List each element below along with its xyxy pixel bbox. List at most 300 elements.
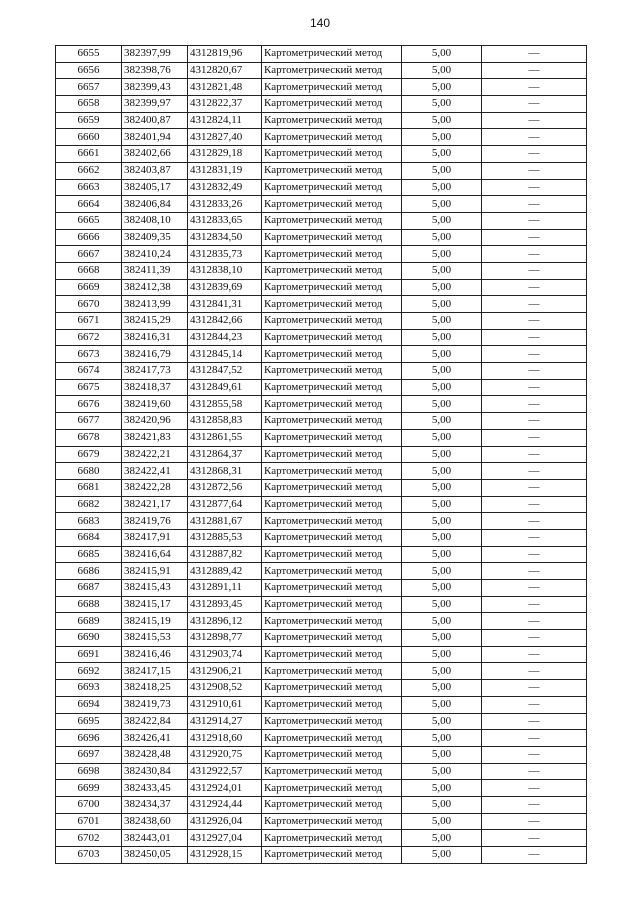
- point-number-cell: 6696: [56, 730, 122, 747]
- x-coordinate-cell: 382415,53: [122, 630, 188, 647]
- y-coordinate-cell: 4312928,15: [188, 847, 262, 864]
- method-cell: Картометрический метод: [262, 796, 402, 813]
- method-cell: Картометрический метод: [262, 79, 402, 96]
- method-cell: Картометрический метод: [262, 379, 402, 396]
- accuracy-cell: 5,00: [402, 62, 482, 79]
- y-coordinate-cell: 4312908,52: [188, 680, 262, 697]
- method-cell: Картометрический метод: [262, 246, 402, 263]
- method-cell: Картометрический метод: [262, 630, 402, 647]
- table-row: [56, 429, 587, 446]
- table-row: [56, 446, 587, 463]
- point-number-cell: 6663: [56, 179, 122, 196]
- method-cell: Картометрический метод: [262, 596, 402, 613]
- method-cell: Картометрический метод: [262, 262, 402, 279]
- description-cell: —: [482, 813, 587, 830]
- method-cell: Картометрический метод: [262, 479, 402, 496]
- table-row: [56, 79, 587, 96]
- x-coordinate-cell: 382434,37: [122, 796, 188, 813]
- x-coordinate-cell: 382411,39: [122, 262, 188, 279]
- method-cell: Картометрический метод: [262, 730, 402, 747]
- description-cell: —: [482, 646, 587, 663]
- method-cell: Картометрический метод: [262, 429, 402, 446]
- description-cell: —: [482, 46, 587, 63]
- accuracy-cell: 5,00: [402, 830, 482, 847]
- table-row: [56, 796, 587, 813]
- table-row: [56, 162, 587, 179]
- method-cell: Картометрический метод: [262, 813, 402, 830]
- x-coordinate-cell: 382416,46: [122, 646, 188, 663]
- method-cell: Картометрический метод: [262, 563, 402, 580]
- point-number-cell: 6664: [56, 196, 122, 213]
- y-coordinate-cell: 4312924,44: [188, 796, 262, 813]
- table-row: [56, 696, 587, 713]
- y-coordinate-cell: 4312835,73: [188, 246, 262, 263]
- x-coordinate-cell: 382401,94: [122, 129, 188, 146]
- accuracy-cell: 5,00: [402, 446, 482, 463]
- accuracy-cell: 5,00: [402, 313, 482, 330]
- point-number-cell: 6665: [56, 212, 122, 229]
- point-number-cell: 6685: [56, 546, 122, 563]
- y-coordinate-cell: 4312822,37: [188, 96, 262, 113]
- table-row: [56, 663, 587, 680]
- point-number-cell: 6699: [56, 780, 122, 797]
- description-cell: —: [482, 413, 587, 430]
- description-cell: —: [482, 830, 587, 847]
- accuracy-cell: 5,00: [402, 680, 482, 697]
- description-cell: —: [482, 379, 587, 396]
- y-coordinate-cell: 4312927,04: [188, 830, 262, 847]
- x-coordinate-cell: 382418,37: [122, 379, 188, 396]
- method-cell: Картометрический метод: [262, 763, 402, 780]
- y-coordinate-cell: 4312881,67: [188, 513, 262, 530]
- x-coordinate-cell: 382438,60: [122, 813, 188, 830]
- description-cell: —: [482, 746, 587, 763]
- accuracy-cell: 5,00: [402, 796, 482, 813]
- table-row: [56, 830, 587, 847]
- table-row: [56, 847, 587, 864]
- description-cell: —: [482, 246, 587, 263]
- point-number-cell: 6667: [56, 246, 122, 263]
- table-row: [56, 529, 587, 546]
- point-number-cell: 6655: [56, 46, 122, 63]
- x-coordinate-cell: 382413,99: [122, 296, 188, 313]
- y-coordinate-cell: 4312839,69: [188, 279, 262, 296]
- y-coordinate-cell: 4312824,11: [188, 112, 262, 129]
- table-row: [56, 730, 587, 747]
- accuracy-cell: 5,00: [402, 379, 482, 396]
- point-number-cell: 6674: [56, 363, 122, 380]
- y-coordinate-cell: 4312872,56: [188, 479, 262, 496]
- y-coordinate-cell: 4312855,58: [188, 396, 262, 413]
- table-row: [56, 262, 587, 279]
- point-number-cell: 6662: [56, 162, 122, 179]
- method-cell: Картометрический метод: [262, 847, 402, 864]
- description-cell: —: [482, 212, 587, 229]
- table-row: [56, 479, 587, 496]
- method-cell: Картометрический метод: [262, 329, 402, 346]
- table-row: [56, 363, 587, 380]
- point-number-cell: 6673: [56, 346, 122, 363]
- point-number-cell: 6691: [56, 646, 122, 663]
- y-coordinate-cell: 4312820,67: [188, 62, 262, 79]
- description-cell: —: [482, 229, 587, 246]
- accuracy-cell: 5,00: [402, 79, 482, 96]
- accuracy-cell: 5,00: [402, 129, 482, 146]
- description-cell: —: [482, 730, 587, 747]
- description-cell: —: [482, 396, 587, 413]
- description-cell: —: [482, 663, 587, 680]
- description-cell: —: [482, 847, 587, 864]
- accuracy-cell: 5,00: [402, 580, 482, 597]
- table-row: [56, 580, 587, 597]
- coordinates-table: [55, 45, 587, 864]
- y-coordinate-cell: 4312889,42: [188, 563, 262, 580]
- accuracy-cell: 5,00: [402, 696, 482, 713]
- table-row: [56, 463, 587, 480]
- x-coordinate-cell: 382450,05: [122, 847, 188, 864]
- method-cell: Картометрический метод: [262, 279, 402, 296]
- accuracy-cell: 5,00: [402, 279, 482, 296]
- table-row: [56, 313, 587, 330]
- description-cell: —: [482, 479, 587, 496]
- accuracy-cell: 5,00: [402, 229, 482, 246]
- accuracy-cell: 5,00: [402, 813, 482, 830]
- point-number-cell: 6703: [56, 847, 122, 864]
- description-cell: —: [482, 529, 587, 546]
- point-number-cell: 6695: [56, 713, 122, 730]
- description-cell: —: [482, 162, 587, 179]
- y-coordinate-cell: 4312845,14: [188, 346, 262, 363]
- y-coordinate-cell: 4312906,21: [188, 663, 262, 680]
- point-number-cell: 6686: [56, 563, 122, 580]
- description-cell: —: [482, 763, 587, 780]
- y-coordinate-cell: 4312827,40: [188, 129, 262, 146]
- y-coordinate-cell: 4312844,23: [188, 329, 262, 346]
- y-coordinate-cell: 4312914,27: [188, 713, 262, 730]
- table-row: [56, 279, 587, 296]
- accuracy-cell: 5,00: [402, 730, 482, 747]
- y-coordinate-cell: 4312819,96: [188, 46, 262, 63]
- y-coordinate-cell: 4312831,19: [188, 162, 262, 179]
- accuracy-cell: 5,00: [402, 780, 482, 797]
- description-cell: —: [482, 680, 587, 697]
- method-cell: Картометрический метод: [262, 529, 402, 546]
- table-row: [56, 196, 587, 213]
- point-number-cell: 6658: [56, 96, 122, 113]
- accuracy-cell: 5,00: [402, 363, 482, 380]
- accuracy-cell: 5,00: [402, 212, 482, 229]
- x-coordinate-cell: 382430,84: [122, 763, 188, 780]
- method-cell: Картометрический метод: [262, 413, 402, 430]
- table-row: [56, 630, 587, 647]
- point-number-cell: 6679: [56, 446, 122, 463]
- accuracy-cell: 5,00: [402, 479, 482, 496]
- description-cell: —: [482, 513, 587, 530]
- y-coordinate-cell: 4312861,55: [188, 429, 262, 446]
- coordinates-table-body: [56, 46, 587, 864]
- method-cell: Картометрический метод: [262, 112, 402, 129]
- table-row: [56, 596, 587, 613]
- x-coordinate-cell: 382422,84: [122, 713, 188, 730]
- point-number-cell: 6688: [56, 596, 122, 613]
- x-coordinate-cell: 382399,97: [122, 96, 188, 113]
- point-number-cell: 6681: [56, 479, 122, 496]
- y-coordinate-cell: 4312887,82: [188, 546, 262, 563]
- x-coordinate-cell: 382417,91: [122, 529, 188, 546]
- accuracy-cell: 5,00: [402, 296, 482, 313]
- x-coordinate-cell: 382426,41: [122, 730, 188, 747]
- point-number-cell: 6692: [56, 663, 122, 680]
- description-cell: —: [482, 129, 587, 146]
- accuracy-cell: 5,00: [402, 146, 482, 163]
- accuracy-cell: 5,00: [402, 162, 482, 179]
- method-cell: Картометрический метод: [262, 496, 402, 513]
- table-row: [56, 546, 587, 563]
- y-coordinate-cell: 4312893,45: [188, 596, 262, 613]
- method-cell: Картометрический метод: [262, 663, 402, 680]
- table-row: [56, 813, 587, 830]
- method-cell: Картометрический метод: [262, 546, 402, 563]
- y-coordinate-cell: 4312918,60: [188, 730, 262, 747]
- x-coordinate-cell: 382443,01: [122, 830, 188, 847]
- description-cell: —: [482, 563, 587, 580]
- x-coordinate-cell: 382415,17: [122, 596, 188, 613]
- method-cell: Картометрический метод: [262, 646, 402, 663]
- description-cell: —: [482, 196, 587, 213]
- y-coordinate-cell: 4312926,04: [188, 813, 262, 830]
- point-number-cell: 6660: [56, 129, 122, 146]
- x-coordinate-cell: 382406,84: [122, 196, 188, 213]
- accuracy-cell: 5,00: [402, 713, 482, 730]
- description-cell: —: [482, 363, 587, 380]
- x-coordinate-cell: 382409,35: [122, 229, 188, 246]
- accuracy-cell: 5,00: [402, 529, 482, 546]
- accuracy-cell: 5,00: [402, 463, 482, 480]
- point-number-cell: 6682: [56, 496, 122, 513]
- table-row: [56, 613, 587, 630]
- accuracy-cell: 5,00: [402, 179, 482, 196]
- y-coordinate-cell: 4312903,74: [188, 646, 262, 663]
- method-cell: Картометрический метод: [262, 713, 402, 730]
- accuracy-cell: 5,00: [402, 346, 482, 363]
- y-coordinate-cell: 4312832,49: [188, 179, 262, 196]
- method-cell: Картометрический метод: [262, 313, 402, 330]
- method-cell: Картометрический метод: [262, 446, 402, 463]
- x-coordinate-cell: 382400,87: [122, 112, 188, 129]
- x-coordinate-cell: 382397,99: [122, 46, 188, 63]
- description-cell: —: [482, 580, 587, 597]
- accuracy-cell: 5,00: [402, 663, 482, 680]
- x-coordinate-cell: 382419,76: [122, 513, 188, 530]
- description-cell: —: [482, 296, 587, 313]
- point-number-cell: 6700: [56, 796, 122, 813]
- point-number-cell: 6677: [56, 413, 122, 430]
- y-coordinate-cell: 4312834,50: [188, 229, 262, 246]
- accuracy-cell: 5,00: [402, 429, 482, 446]
- description-cell: —: [482, 79, 587, 96]
- description-cell: —: [482, 546, 587, 563]
- point-number-cell: 6690: [56, 630, 122, 647]
- table-row: [56, 780, 587, 797]
- description-cell: —: [482, 496, 587, 513]
- accuracy-cell: 5,00: [402, 546, 482, 563]
- accuracy-cell: 5,00: [402, 496, 482, 513]
- description-cell: —: [482, 463, 587, 480]
- table-row: [56, 112, 587, 129]
- method-cell: Картометрический метод: [262, 96, 402, 113]
- point-number-cell: 6701: [56, 813, 122, 830]
- method-cell: Картометрический метод: [262, 396, 402, 413]
- x-coordinate-cell: 382415,29: [122, 313, 188, 330]
- description-cell: —: [482, 630, 587, 647]
- description-cell: —: [482, 446, 587, 463]
- accuracy-cell: 5,00: [402, 596, 482, 613]
- point-number-cell: 6680: [56, 463, 122, 480]
- x-coordinate-cell: 382421,83: [122, 429, 188, 446]
- y-coordinate-cell: 4312847,52: [188, 363, 262, 380]
- description-cell: —: [482, 346, 587, 363]
- description-cell: —: [482, 696, 587, 713]
- point-number-cell: 6671: [56, 313, 122, 330]
- point-number-cell: 6666: [56, 229, 122, 246]
- table-row: [56, 513, 587, 530]
- accuracy-cell: 5,00: [402, 46, 482, 63]
- y-coordinate-cell: 4312864,37: [188, 446, 262, 463]
- method-cell: Картометрический метод: [262, 146, 402, 163]
- y-coordinate-cell: 4312849,61: [188, 379, 262, 396]
- description-cell: —: [482, 62, 587, 79]
- method-cell: Картометрический метод: [262, 62, 402, 79]
- table-row: [56, 563, 587, 580]
- method-cell: Картометрический метод: [262, 162, 402, 179]
- table-row: [56, 646, 587, 663]
- x-coordinate-cell: 382419,73: [122, 696, 188, 713]
- y-coordinate-cell: 4312833,26: [188, 196, 262, 213]
- table-row: [56, 96, 587, 113]
- accuracy-cell: 5,00: [402, 630, 482, 647]
- y-coordinate-cell: 4312891,11: [188, 580, 262, 597]
- x-coordinate-cell: 382417,73: [122, 363, 188, 380]
- x-coordinate-cell: 382433,45: [122, 780, 188, 797]
- description-cell: —: [482, 262, 587, 279]
- point-number-cell: 6684: [56, 529, 122, 546]
- table-row: [56, 379, 587, 396]
- description-cell: —: [482, 179, 587, 196]
- table-row: [56, 329, 587, 346]
- page-number: 140: [309, 16, 331, 30]
- description-cell: —: [482, 146, 587, 163]
- x-coordinate-cell: 382398,76: [122, 62, 188, 79]
- x-coordinate-cell: 382417,15: [122, 663, 188, 680]
- point-number-cell: 6689: [56, 613, 122, 630]
- accuracy-cell: 5,00: [402, 763, 482, 780]
- y-coordinate-cell: 4312841,31: [188, 296, 262, 313]
- accuracy-cell: 5,00: [402, 112, 482, 129]
- point-number-cell: 6694: [56, 696, 122, 713]
- x-coordinate-cell: 382416,79: [122, 346, 188, 363]
- point-number-cell: 6683: [56, 513, 122, 530]
- y-coordinate-cell: 4312885,53: [188, 529, 262, 546]
- y-coordinate-cell: 4312922,57: [188, 763, 262, 780]
- table-row: [56, 680, 587, 697]
- x-coordinate-cell: 382402,66: [122, 146, 188, 163]
- description-cell: —: [482, 429, 587, 446]
- accuracy-cell: 5,00: [402, 847, 482, 864]
- accuracy-cell: 5,00: [402, 613, 482, 630]
- y-coordinate-cell: 4312896,12: [188, 613, 262, 630]
- x-coordinate-cell: 382415,43: [122, 580, 188, 597]
- table-row: [56, 246, 587, 263]
- x-coordinate-cell: 382422,21: [122, 446, 188, 463]
- table-row: [56, 212, 587, 229]
- x-coordinate-cell: 382428,48: [122, 746, 188, 763]
- point-number-cell: 6661: [56, 146, 122, 163]
- y-coordinate-cell: 4312821,48: [188, 79, 262, 96]
- x-coordinate-cell: 382399,43: [122, 79, 188, 96]
- x-coordinate-cell: 382422,41: [122, 463, 188, 480]
- x-coordinate-cell: 382405,17: [122, 179, 188, 196]
- x-coordinate-cell: 382410,24: [122, 246, 188, 263]
- method-cell: Картометрический метод: [262, 296, 402, 313]
- table-row: [56, 413, 587, 430]
- method-cell: Картометрический метод: [262, 513, 402, 530]
- point-number-cell: 6693: [56, 680, 122, 697]
- method-cell: Картометрический метод: [262, 696, 402, 713]
- description-cell: —: [482, 713, 587, 730]
- x-coordinate-cell: 382418,25: [122, 680, 188, 697]
- method-cell: Картометрический метод: [262, 613, 402, 630]
- y-coordinate-cell: 4312910,61: [188, 696, 262, 713]
- y-coordinate-cell: 4312858,83: [188, 413, 262, 430]
- x-coordinate-cell: 382421,17: [122, 496, 188, 513]
- point-number-cell: 6702: [56, 830, 122, 847]
- description-cell: —: [482, 96, 587, 113]
- accuracy-cell: 5,00: [402, 262, 482, 279]
- point-number-cell: 6697: [56, 746, 122, 763]
- description-cell: —: [482, 796, 587, 813]
- y-coordinate-cell: 4312842,66: [188, 313, 262, 330]
- point-number-cell: 6668: [56, 262, 122, 279]
- table-row: [56, 62, 587, 79]
- table-row: [56, 396, 587, 413]
- description-cell: —: [482, 279, 587, 296]
- y-coordinate-cell: 4312898,77: [188, 630, 262, 647]
- x-coordinate-cell: 382415,19: [122, 613, 188, 630]
- method-cell: Картометрический метод: [262, 179, 402, 196]
- description-cell: —: [482, 596, 587, 613]
- accuracy-cell: 5,00: [402, 329, 482, 346]
- point-number-cell: 6670: [56, 296, 122, 313]
- table-row: [56, 146, 587, 163]
- method-cell: Картометрический метод: [262, 346, 402, 363]
- description-cell: —: [482, 329, 587, 346]
- table-row: [56, 129, 587, 146]
- y-coordinate-cell: 4312868,31: [188, 463, 262, 480]
- accuracy-cell: 5,00: [402, 563, 482, 580]
- point-number-cell: 6657: [56, 79, 122, 96]
- point-number-cell: 6659: [56, 112, 122, 129]
- point-number-cell: 6672: [56, 329, 122, 346]
- method-cell: Картометрический метод: [262, 46, 402, 63]
- x-coordinate-cell: 382415,91: [122, 563, 188, 580]
- accuracy-cell: 5,00: [402, 396, 482, 413]
- x-coordinate-cell: 382422,28: [122, 479, 188, 496]
- point-number-cell: 6687: [56, 580, 122, 597]
- y-coordinate-cell: 4312877,64: [188, 496, 262, 513]
- point-number-cell: 6676: [56, 396, 122, 413]
- x-coordinate-cell: 382403,87: [122, 162, 188, 179]
- method-cell: Картометрический метод: [262, 746, 402, 763]
